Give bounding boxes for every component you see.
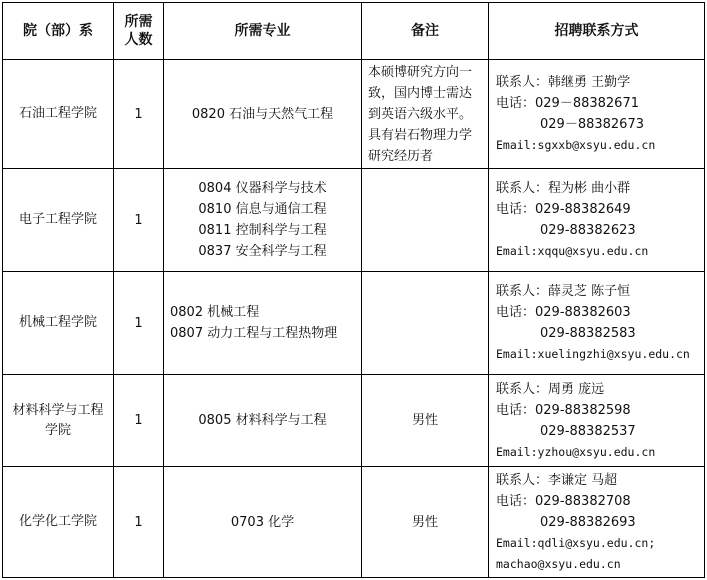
contact-cell [489,467,705,578]
major-item: 0703 化学 [230,514,295,530]
count-cell: 1 [114,467,164,578]
dept-name: 化学化工学院 [18,514,97,529]
contact-email[interactable]: Email:yzhou@xsyu.edu.cn [496,444,656,459]
dept-name: 石油工程学院 [18,106,97,121]
note-cell [362,272,489,375]
contact-person: 联系人：周勇 庞远 [496,381,605,397]
major-list [170,302,337,344]
recruitment-table [2,2,705,578]
contact-cell [489,272,705,375]
contact-email[interactable]: Email:xqqu@xsyu.edu.cn [496,244,649,258]
major-cell [164,169,362,272]
major-cell [164,375,362,467]
header-count-text: 所需人数 [124,14,153,48]
contact-phone: 电话：029-88382649 [496,202,631,217]
dept-name: 电子工程学院 [18,212,97,227]
contact-phone-secondary: 029-88382693 [540,514,636,530]
major-item: 0807 动力工程与工程热物理 [170,326,338,341]
header-contact: 招聘联系方式 [489,3,705,60]
major-item: 0810 信息与通信工程 [198,202,327,217]
header-major: 所需专业 [164,3,362,60]
table-row [3,467,705,578]
major-cell [164,272,362,375]
table-row [3,169,705,272]
contact-cell [489,60,705,169]
dept-name: 机械工程学院 [18,315,97,330]
contact-phone: 电话：029－88382671 [496,96,639,111]
major-cell [164,467,362,578]
contact-phone: 电话：029-88382708 [496,493,631,509]
dept-cell [3,272,114,375]
note-cell: 男性 [362,375,489,467]
contact-person: 联系人：李谦定 马超 [496,472,618,488]
contact-phone-secondary: 029-88382623 [540,223,636,238]
major-item: 0804 仪器科学与技术 [198,181,327,196]
header-dept: 院（部）系 [3,3,114,60]
contact-phone: 电话：029-88382598 [496,402,631,418]
header-row [3,3,705,60]
contact-cell [489,375,705,467]
contact-person: 联系人：韩继勇 王勤学 [496,75,631,90]
contact-cell [489,169,705,272]
count-cell: 1 [114,375,164,467]
major-item: 0805 材料科学与工程 [198,413,327,428]
contact-phone-secondary: 029-88382537 [540,423,636,439]
dept-cell [3,467,114,578]
contact-phone-secondary: 029－88382673 [540,117,644,132]
major-item: 0811 控制科学与工程 [198,223,327,238]
header-note: 备注 [362,3,489,60]
contact-email-secondary[interactable]: machao@xsyu.edu.cn [496,556,621,571]
header-count [114,3,164,60]
recruitment-table-wrapper [2,2,705,578]
contact-person: 联系人：程为彬 曲小群 [496,181,631,196]
dept-cell [3,375,114,467]
note-cell: 男性 [362,467,489,578]
major-item: 0802 机械工程 [170,305,260,320]
count-cell: 1 [114,272,164,375]
dept-name: 材料科学与工程学院 [12,402,104,438]
major-item: 0837 安全科学与工程 [198,244,327,259]
table-row [3,272,705,375]
count-cell: 1 [114,169,164,272]
count-cell: 1 [114,60,164,169]
contact-email[interactable]: Email:sgxxb@xsyu.edu.cn [496,138,656,152]
dept-cell [3,169,114,272]
major-item: 0820 石油与天然气工程 [191,106,334,122]
contact-phone-secondary: 029-88382583 [540,326,636,341]
major-list [198,178,326,262]
major-list [231,513,294,532]
contact-person: 联系人：薛灵芝 陈子恒 [496,284,631,299]
dept-cell [3,60,114,169]
major-cell [164,60,362,169]
note-cell [362,60,489,169]
contact-phone: 电话：029-88382603 [496,305,631,320]
table-row [3,375,705,467]
major-list [192,105,333,124]
note-cell [362,169,489,272]
contact-email[interactable]: Email:xuelingzhi@xsyu.edu.cn [496,347,690,361]
table-row [3,60,705,169]
contact-email[interactable]: Email:qdli@xsyu.edu.cn; [496,535,656,550]
major-list [198,411,326,430]
note-text: 本硕博研究方向一致，国内博士需达到英语六级水平。具有岩石物理力学研究经历者 [368,64,473,164]
